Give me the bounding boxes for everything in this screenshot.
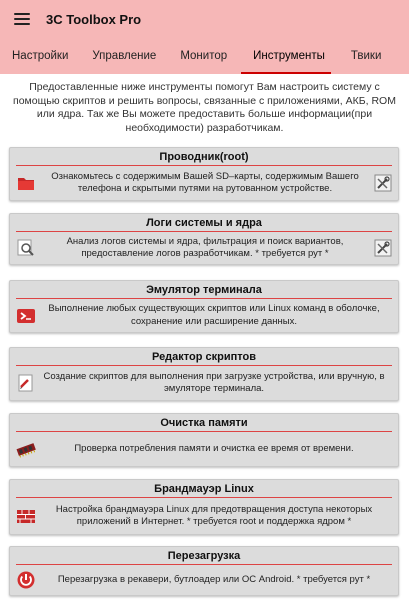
tab-bar [0, 38, 409, 74]
tab-control[interactable]: Управление [92, 50, 157, 62]
tool-description: Перезагрузка в рекавери, бутлоадер или ОС Android. * требуется рут * [57, 573, 371, 585]
hamburger-menu-icon[interactable] [14, 13, 30, 25]
tab-monitor[interactable]: Монитор [180, 50, 228, 62]
tool-description: Настройка брандмауэра Linux для предотвращения доступа некоторых приложений в Интернет. * требуется root и поддержка ядром * [55, 503, 373, 527]
tool-card-memory-cleaner[interactable] [9, 413, 399, 467]
reboot-icon [16, 570, 36, 590]
app-bar [0, 0, 409, 38]
tools-icon[interactable] [374, 239, 392, 257]
intro-text: Предоставленные ниже инструменты помогут Вам настроить систему с помощью скриптов и решить вопросы, связанные с приложениями, АКБ, ROM или ядра. Так же Вы можете предоставить больше информации(при необходимости) разработчикам. [13, 81, 396, 134]
tool-card-explorer[interactable] [9, 147, 399, 201]
magnifier-icon [16, 238, 36, 258]
tool-title: Логи системы и ядра [146, 217, 262, 229]
tool-title: Перезагрузка [167, 550, 241, 562]
tool-description: Выполнение любых существующих скриптов или Linux команд в оболочке, сохранение или расширение данных. [48, 303, 380, 327]
tab-settings[interactable]: Настройки [12, 50, 69, 62]
tool-title: Редактор скриптов [152, 351, 256, 363]
tools-icon[interactable] [374, 174, 392, 192]
tool-description: Проверка потребления памяти и очистка ее время от времени. [74, 442, 354, 454]
script-icon [16, 373, 36, 393]
app-title: 3C Toolbox Pro [46, 11, 142, 27]
tool-title: Брандмауэр Linux [154, 483, 254, 495]
tool-card-script-editor[interactable] [9, 347, 399, 401]
tab-tweaks[interactable]: Твики [350, 50, 382, 62]
tool-description: Создание скриптов для выполнения при загрузке устройства, или вручную, в эмуляторе терминала. [43, 370, 385, 394]
folder-icon [16, 173, 36, 193]
firewall-icon [16, 506, 36, 526]
tool-title: Очистка памяти [160, 417, 248, 429]
tool-card-terminal[interactable] [9, 280, 399, 333]
tool-title: Эмулятор терминала [146, 284, 262, 296]
tool-title: Проводник(root) [159, 151, 249, 163]
memory-icon [16, 439, 36, 459]
terminal-icon [16, 306, 36, 326]
tab-tools[interactable]: Инструменты [237, 38, 335, 74]
tool-card-logs[interactable] [9, 213, 399, 265]
tool-description: Ознакомьтесь с содержимым Вашей SD–карты, содержимым Вашего телефона и скрытыми путями на рутованном устройстве. [51, 170, 359, 194]
tool-description: Анализ логов системы и ядра, фильтрация и поиск вариантов, предоставление логов разработчикам. * требуется рут * [66, 235, 344, 259]
tool-card-firewall[interactable] [9, 479, 399, 535]
tool-card-reboot[interactable] [9, 546, 399, 596]
